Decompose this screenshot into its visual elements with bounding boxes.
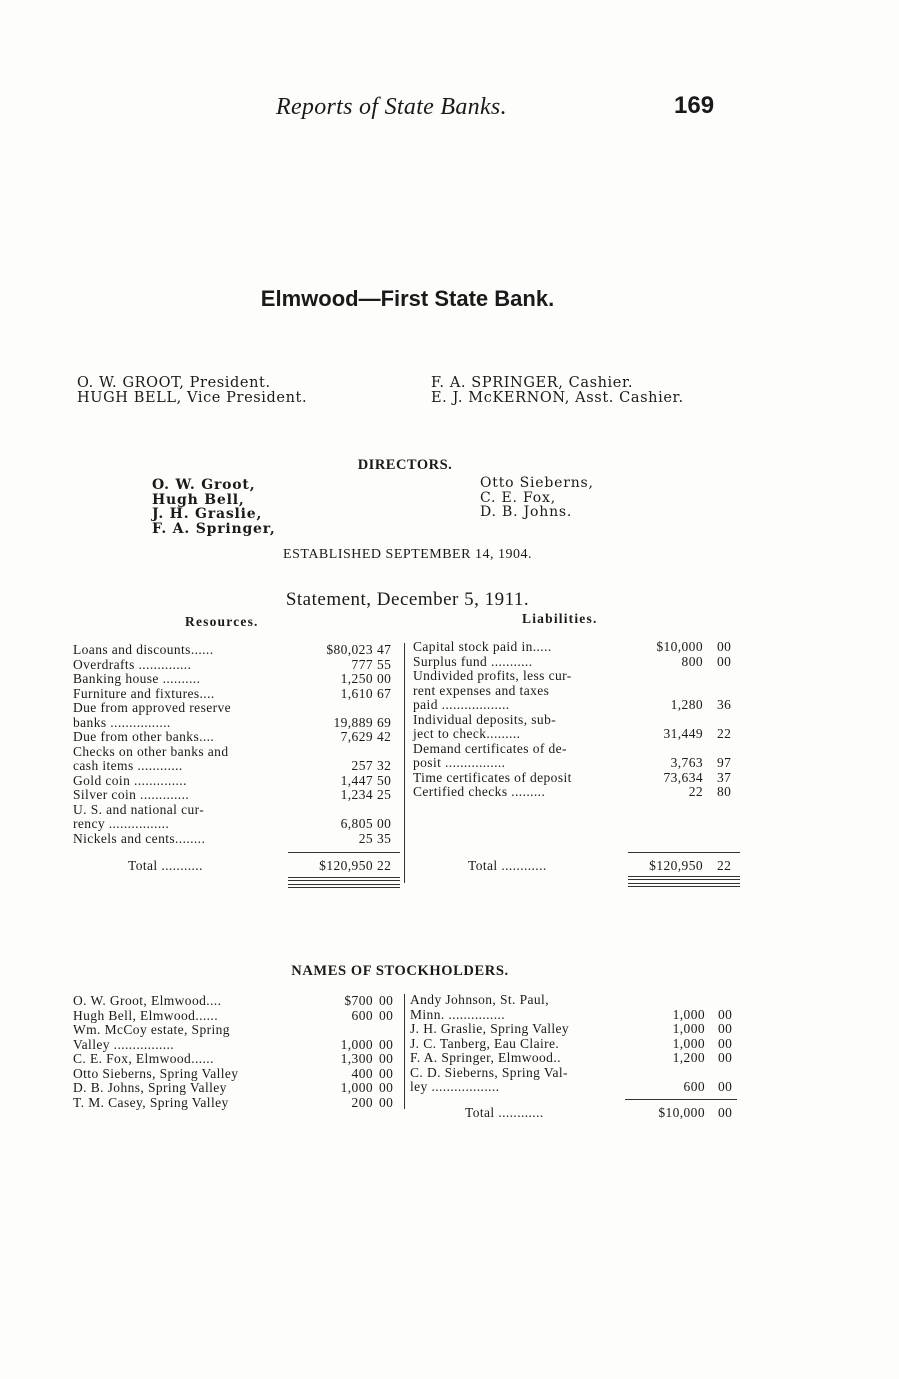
row-dollars: 3,763: [670, 755, 703, 770]
double-rule: [288, 884, 400, 888]
ledger-row: [73, 788, 403, 803]
total-row: [413, 859, 743, 874]
row-label: Furniture and fixtures....: [73, 685, 215, 701]
double-rule: [628, 876, 740, 880]
bank-title: Elmwood—First State Bank.: [260, 286, 555, 311]
stockholders-heading: NAMES OF STOCKHOLDERS.: [291, 963, 509, 979]
director-name: F. A. Springer,: [152, 520, 276, 537]
officers-right: [431, 376, 684, 406]
ledger-row: [410, 1051, 745, 1066]
row-label: Gold coin ..............: [73, 772, 187, 788]
row-dollars: 600: [351, 1007, 373, 1023]
ledger-row: [73, 759, 403, 774]
ledger-row: [73, 1023, 403, 1038]
row-label: banks ................: [73, 714, 171, 730]
ledger-row: [73, 1067, 403, 1082]
row-label: ject to check.........: [413, 726, 521, 741]
row-label: Otto Sieberns, Spring Valley: [73, 1065, 239, 1081]
row-cents: 55: [377, 656, 392, 672]
sum-rule: [288, 852, 400, 853]
total-dollars: $10,000: [658, 1104, 705, 1120]
ledger-row: [73, 701, 403, 716]
director-name: D. B. Johns.: [480, 504, 573, 520]
row-cents: 00: [377, 671, 392, 686]
total-label: Total ...........: [128, 858, 203, 873]
row-label: U. S. and national cur-: [73, 801, 205, 817]
liabilities-heading: Liabilities.: [522, 611, 598, 626]
officers-left: [77, 376, 307, 406]
row-label: ley ..................: [410, 1079, 500, 1094]
total-row: [73, 859, 403, 874]
row-cents: 35: [377, 830, 392, 846]
row-dollars: 22: [688, 784, 703, 799]
ledger-row: [73, 994, 403, 1009]
statement-title: Statement, December 5, 1911.: [285, 589, 530, 610]
double-rule: [288, 877, 400, 881]
total-cents: 00: [718, 1104, 733, 1120]
page-number: 169: [674, 92, 715, 119]
row-label: C. D. Sieberns, Spring Val-: [410, 1064, 568, 1080]
row-label: cash items ............: [73, 758, 183, 773]
row-label: T. M. Casey, Spring Valley: [73, 1094, 229, 1110]
ledger-row: [73, 1038, 403, 1053]
row-label: Overdrafts ..............: [73, 656, 192, 672]
ledger-row: [73, 643, 403, 658]
total-dollars: $120,950: [649, 857, 703, 873]
row-cents: 69: [377, 714, 392, 730]
ledger-row: [73, 832, 403, 847]
row-dollars: 1,000: [672, 1006, 705, 1022]
row-dollars: $700: [344, 993, 373, 1008]
directors-heading: DIRECTORS.: [357, 457, 453, 473]
total-label: Total ............: [465, 1104, 544, 1120]
ledger-row: [413, 640, 743, 655]
row-label: Demand certificates of de-: [413, 740, 567, 756]
row-dollars: 600: [683, 1079, 705, 1094]
column-divider: [404, 994, 405, 1109]
row-cents: 00: [717, 639, 732, 654]
director-name: Hugh Bell,: [152, 491, 245, 508]
stockholders-left-table: [73, 994, 403, 1110]
row-label: paid ..................: [413, 697, 510, 712]
row-dollars: 1,000: [340, 1036, 373, 1052]
row-cents: 00: [718, 1035, 733, 1051]
row-dollars: 1,280: [670, 697, 703, 712]
row-cents: 22: [717, 726, 732, 741]
officer-asst-cashier: E. J. McKERNON, Asst. Cashier.: [431, 390, 684, 406]
ledger-row: [413, 756, 743, 771]
director-name: J. H. Graslie,: [152, 506, 263, 522]
total-cents: 22: [377, 858, 392, 873]
row-dollars: 800: [681, 653, 703, 669]
stockholders-right-table: [410, 993, 745, 1120]
row-label: Time certificates of deposit: [413, 769, 572, 785]
row-label: F. A. Springer, Elmwood..: [410, 1050, 561, 1065]
ledger-row: [413, 669, 743, 684]
row-cents: 00: [717, 653, 732, 669]
ledger-row: [73, 1009, 403, 1024]
ledger-row: [413, 684, 743, 699]
row-label: Capital stock paid in.....: [413, 639, 552, 654]
ledger-row: [413, 655, 743, 670]
row-label: J. H. Graslie, Spring Valley: [410, 1021, 570, 1036]
row-cents: 36: [717, 697, 732, 712]
sum-rule: [625, 1099, 737, 1100]
ledger-row: [73, 658, 403, 673]
row-dollars: 1,300: [340, 1051, 373, 1066]
row-dollars: 1,000: [340, 1080, 373, 1095]
ledger-row: [73, 716, 403, 731]
row-label: Nickels and cents........: [73, 830, 206, 846]
row-dollars: 19,889: [333, 714, 373, 730]
liabilities-table: [413, 640, 743, 887]
row-cents: 80: [717, 784, 732, 799]
ledger-row: [73, 1052, 403, 1067]
row-cents: 00: [379, 1065, 394, 1081]
row-cents: 00: [377, 816, 392, 831]
total-label: Total ............: [468, 857, 547, 873]
resources-heading: Resources.: [185, 614, 259, 629]
row-label: Individual deposits, sub-: [413, 711, 557, 727]
ledger-row: [73, 745, 403, 760]
ledger-row: [410, 1008, 745, 1023]
ledger-row: [73, 1081, 403, 1096]
row-label: Due from other banks....: [73, 729, 215, 744]
row-label: rent expenses and taxes: [413, 682, 550, 698]
row-label: O. W. Groot, Elmwood....: [73, 993, 222, 1008]
ledger-row: [73, 774, 403, 789]
row-label: Valley ................: [73, 1036, 175, 1052]
running-title: Reports of State Banks.: [276, 94, 507, 120]
row-dollars: 1,000: [672, 1021, 705, 1036]
total-row: [410, 1106, 745, 1121]
row-cents: 50: [377, 772, 392, 788]
ledger-row: [410, 1080, 745, 1095]
row-label: C. E. Fox, Elmwood......: [73, 1051, 214, 1066]
row-label: D. B. Johns, Spring Valley: [73, 1080, 227, 1095]
row-cents: 00: [379, 1051, 394, 1066]
row-label: Surplus fund ...........: [413, 653, 533, 669]
row-dollars: 1,000: [672, 1035, 705, 1051]
established-date: ESTABLISHED SEPTEMBER 14, 1904.: [283, 547, 532, 562]
ledger-row: [73, 1096, 403, 1111]
ledger-row: [410, 1022, 745, 1037]
row-label: Banking house ..........: [73, 671, 201, 686]
row-dollars: 25: [358, 830, 373, 846]
row-cents: 00: [718, 1050, 733, 1065]
row-dollars: 31,449: [663, 726, 703, 741]
row-label: J. C. Tanberg, Eau Claire.: [410, 1035, 560, 1051]
row-cents: 00: [379, 1007, 394, 1023]
row-dollars: $80,023: [326, 642, 373, 657]
row-label: Due from approved reserve: [73, 700, 232, 715]
row-dollars: 777: [351, 656, 373, 672]
officer-cashier: F. A. SPRINGER, Cashier.: [431, 375, 634, 391]
officer-vice-president: HUGH BELL, Vice President.: [77, 390, 308, 406]
ledger-row: [73, 803, 403, 818]
row-cents: 25: [377, 787, 392, 802]
row-dollars: 6,805: [340, 816, 373, 831]
row-cents: 00: [718, 1006, 733, 1022]
ledger-row: [73, 730, 403, 745]
row-dollars: 1,610: [340, 685, 373, 701]
ledger-row: [410, 1066, 745, 1081]
sum-rule: [628, 852, 740, 853]
row-cents: 00: [379, 1094, 394, 1110]
double-rule: [628, 883, 740, 887]
officer-president: O. W. GROOT, President.: [77, 375, 271, 391]
ledger-row: [413, 742, 743, 757]
ledger-row: [73, 817, 403, 832]
ledger-row: [73, 672, 403, 687]
row-label: Silver coin .............: [73, 787, 190, 802]
row-dollars: 1,250: [340, 671, 373, 686]
row-cents: 37: [717, 769, 732, 785]
row-cents: 47: [377, 642, 392, 657]
row-cents: 32: [377, 758, 392, 773]
row-cents: 00: [718, 1021, 733, 1036]
row-label: Hugh Bell, Elmwood......: [73, 1007, 218, 1023]
directors-right: [480, 476, 594, 520]
row-label: posit ................: [413, 755, 506, 770]
directors-left: [152, 478, 276, 536]
row-label: Andy Johnson, St. Paul,: [410, 992, 549, 1007]
director-name: C. E. Fox,: [480, 489, 556, 506]
row-cents: 67: [377, 685, 392, 701]
director-name: O. W. Groot,: [152, 477, 256, 493]
row-label: Loans and discounts......: [73, 642, 214, 657]
row-label: Minn. ...............: [410, 1006, 506, 1022]
row-cents: 42: [377, 729, 392, 744]
ledger-row: [413, 771, 743, 786]
column-divider: [404, 643, 405, 883]
row-dollars: 1,234: [340, 787, 373, 802]
director-name: Otto Sieberns,: [480, 475, 594, 491]
row-label: Undivided profits, less cur-: [413, 668, 572, 683]
row-dollars: 200: [351, 1094, 373, 1110]
row-cents: 00: [379, 1036, 394, 1052]
running-header: [0, 92, 899, 128]
ledger-row: [413, 713, 743, 728]
row-dollars: 257: [351, 758, 373, 773]
ledger-row: [413, 727, 743, 742]
row-cents: 00: [379, 993, 394, 1008]
resources-table: [73, 643, 403, 888]
row-dollars: 73,634: [663, 769, 703, 785]
ledger-row: [410, 993, 745, 1008]
row-label: rency ................: [73, 816, 170, 831]
row-dollars: 1,200: [672, 1050, 705, 1065]
row-label: Checks on other banks and: [73, 743, 229, 759]
row-label: Certified checks .........: [413, 784, 546, 799]
row-cents: 00: [718, 1079, 733, 1094]
row-dollars: $10,000: [656, 639, 703, 654]
row-dollars: 1,447: [340, 772, 373, 788]
ledger-row: [410, 1037, 745, 1052]
row-dollars: 7,629: [340, 729, 373, 744]
row-cents: 00: [379, 1080, 394, 1095]
ledger-row: [413, 698, 743, 713]
total-dollars: $120,950: [319, 858, 373, 873]
row-dollars: 400: [351, 1065, 373, 1081]
total-cents: 22: [717, 857, 732, 873]
row-cents: 97: [717, 755, 732, 770]
row-label: Wm. McCoy estate, Spring: [73, 1022, 230, 1037]
ledger-row: [73, 687, 403, 702]
ledger-row: [413, 785, 743, 800]
